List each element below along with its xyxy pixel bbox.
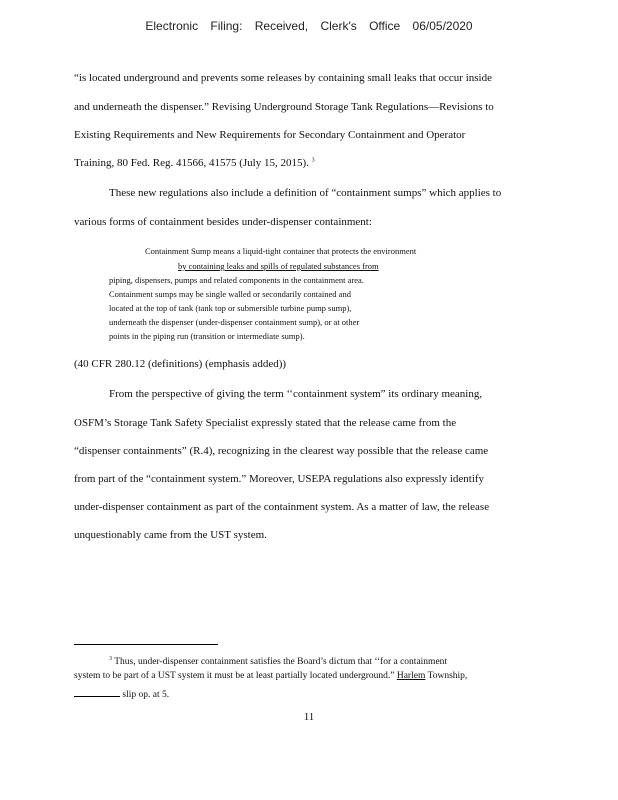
text-line-content: Training, 80 Fed. Reg. 41566, 41575 (July 15, 2015). — [74, 157, 309, 169]
text-line — [74, 157, 315, 169]
text-line: under-dispenser containment as part of the containment system. As a matter of law, the release — [74, 501, 490, 513]
quote-line: located at the top of tank (tank top or submersible turbine pump sump), — [109, 303, 352, 313]
filing-stamp-header: Electronic Filing: Received, Clerk's Office 06/05/2020 — [145, 19, 473, 33]
quote-line: piping, dispensers, pumps and related components in the containment area. — [109, 275, 364, 285]
quote-line: Containment sumps may be single walled or secondarily contained and — [109, 289, 351, 299]
text-line: unquestionably came from the UST system. — [74, 529, 267, 541]
text-line: various forms of containment besides under-dispenser containment: — [74, 216, 372, 228]
text-line: Existing Requirements and New Requirements for Secondary Containment and Operator — [74, 129, 466, 141]
quote-line: Containment Sump means a liquid-tight container that protects the environment — [145, 246, 417, 256]
case-name: Harlem — [396, 671, 426, 681]
text-line: and underneath the dispenser.” Revising Underground Storage Tank Regulations—Revisions to — [74, 101, 494, 113]
quote-line: underneath the dispenser (under-dispenser containment sump), or at other — [109, 317, 360, 327]
footnote-text: slip op. at 5. — [122, 690, 170, 700]
footnote-text: Thus, under-dispenser containment satisfies the Board’s dictum that ‘‘for a containment — [114, 657, 448, 668]
footnote-line — [74, 671, 467, 681]
footnote-marker: 3 — [311, 157, 315, 164]
footnote-text: Township, — [427, 671, 468, 681]
citation-text: (40 CFR 280.12 (definitions) (emphasis added)) — [74, 358, 287, 370]
page-number: 11 — [303, 711, 315, 723]
text-line: From the perspective of giving the term ‘‘containment system” its ordinary meaning, — [109, 388, 483, 400]
text-line: “dispenser containments” (R.4), recognizing in the clearest way possible that the release came — [74, 445, 489, 457]
footnote-marker: 3 — [109, 656, 112, 662]
footnote-line — [74, 686, 169, 700]
text-line: These new regulations also include a definition of “containment sumps” which applies to — [109, 187, 502, 199]
text-line: “is located underground and prevents some releases by containing small leaks that occur inside — [74, 72, 492, 84]
footnote-line — [109, 656, 447, 667]
text-line: from part of the “containment system.” Moreover, USEPA regulations also expressly identify — [74, 473, 485, 485]
blank-rule — [74, 686, 120, 697]
footnote-text: system to be part of a UST system it must be at least partially located underground.” — [74, 671, 397, 681]
text-line: OSFM’s Storage Tank Safety Specialist expressly stated that the release came from the — [74, 417, 457, 429]
quote-line: points in the piping run (transition or intermediate sump). — [109, 331, 305, 341]
footnote-divider — [74, 644, 218, 645]
quote-line: by containing leaks and spills of regulated substances from — [178, 261, 379, 271]
